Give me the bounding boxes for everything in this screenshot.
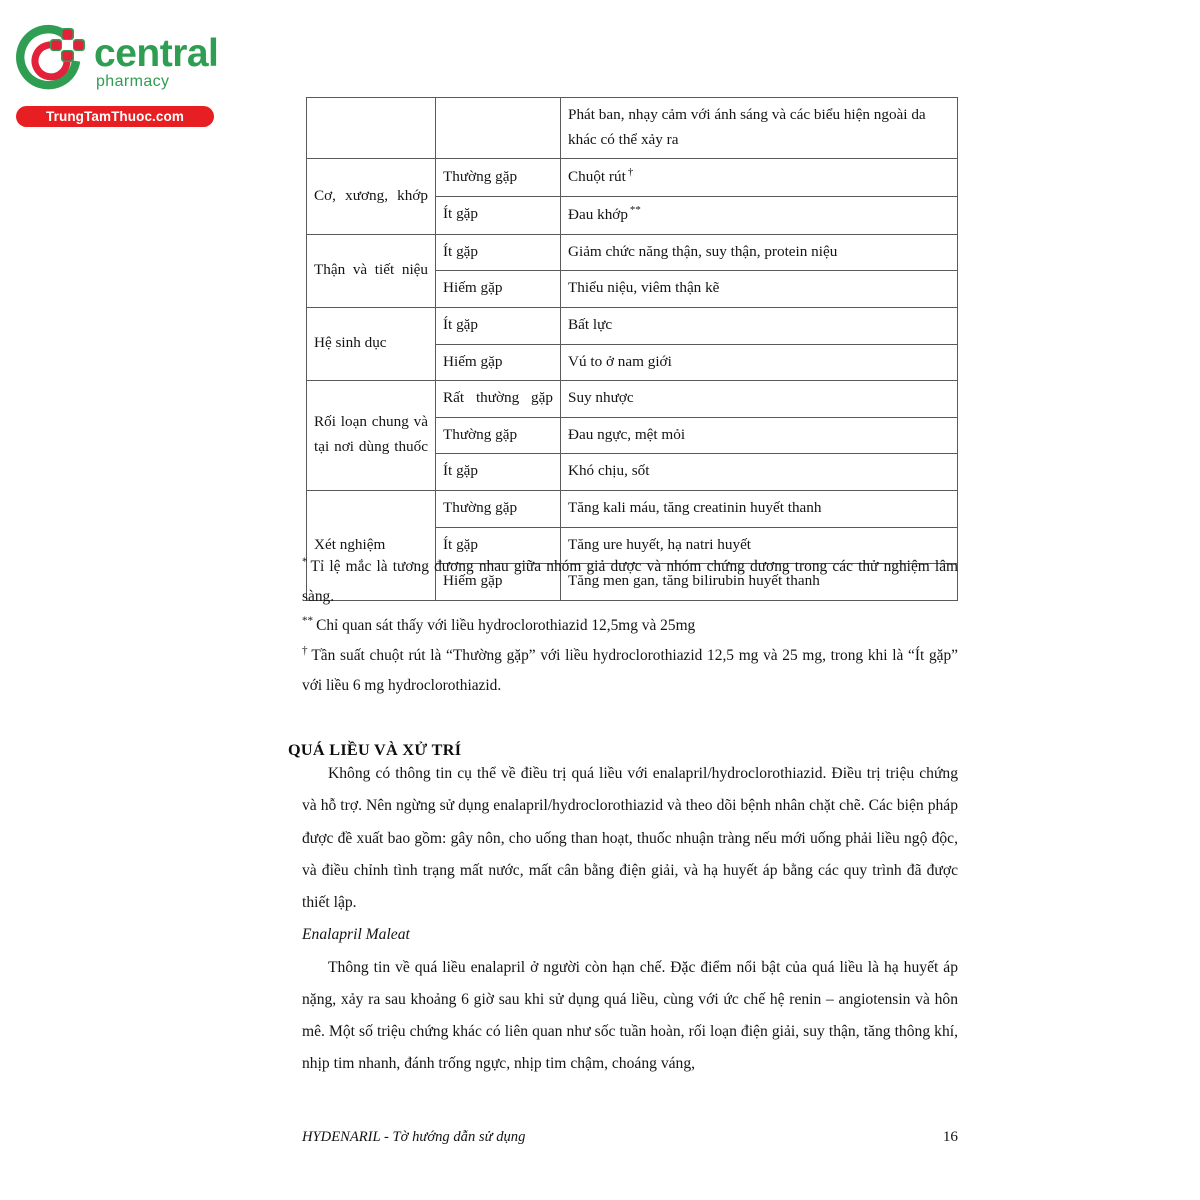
site-branding [14, 24, 244, 127]
footnote-text: Tần suất chuột rút là “Thường gặp” với liều hydroclorothiazid 12,5 mg và 25 mg, trong khi là “Ít gặp” với liều 6 mg hydroclorothiazid. [302, 647, 958, 694]
cell-system: Thận và tiết niệu [307, 234, 436, 307]
footnote-text: Tỉ lệ mắc là tương đương nhau giữa nhóm giả dược và nhóm chứng dương trong các thử nghiệm lâm sàng. [302, 558, 958, 605]
table-row [307, 381, 958, 418]
cell-description: Đau ngực, mệt mỏi [561, 417, 958, 454]
cell-description: Khó chịu, sốt [561, 454, 958, 491]
cell-frequency: Hiếm gặp [436, 564, 561, 601]
central-pharmacy-logo-icon [14, 24, 88, 98]
table-row [307, 159, 958, 197]
section-body [302, 758, 958, 1081]
paragraph-overdose-general: Không có thông tin cụ thể về điều trị quá liều với enalapril/hydroclorothiazid. Điều trị triệu chứng và hỗ trợ. Nên ngừng sử dụng enalapril/hydroclorothiazid và theo dõi bệnh nhân chặt chẽ. Các biện pháp được đề xuất bao gồm: gây nôn, cho uống than hoạt, thuốc nhuận tràng nếu mới uống phải liều ngộ độc, và điều chỉnh tình trạng mất nước, mất cân bằng điện giải, và hạ huyết áp bằng các quy trình đã được thiết lập. [302, 765, 958, 912]
cell-system: Rối loạn chung và tại nơi dùng thuốc [307, 381, 436, 491]
banner-label: TrungTamThuoc.com [46, 109, 184, 124]
footnote-marker: † [302, 644, 309, 657]
cell-description: Tăng ure huyết, hạ natri huyết [561, 527, 958, 564]
cell-description [561, 98, 958, 159]
cell-frequency: Thường gặp [436, 159, 561, 197]
cell-description: Thiểu niệu, viêm thận kẽ [561, 271, 958, 308]
subheading-enalapril-maleat: Enalapril Maleat [302, 926, 410, 944]
cell-frequency: Thường gặp [436, 491, 561, 528]
cell-frequency: Hiếm gặp [436, 344, 561, 381]
cell-frequency: Ít gặp [436, 454, 561, 491]
cell-frequency: Ít gặp [436, 234, 561, 271]
cell-description: Giảm chức năng thận, suy thận, protein niệu [561, 234, 958, 271]
paragraph-enalapril-overdose: Thông tin về quá liều enalapril ở người còn hạn chế. Đặc điểm nổi bật của quá liều là hạ huyết áp nặng, xảy ra sau khoảng 6 giờ sau khi sử dụng quá liều, cùng với ức chế hệ renin – angiotensin và hôn mê. Một số triệu chứng khác có liên quan như sốc tuần hoàn, rối loạn điện giải, suy thận, tăng thông khí, nhịp tim nhanh, đánh trống ngực, nhịp tim chậm, choáng váng, [302, 958, 958, 1073]
adverse-effects-table [306, 97, 958, 601]
table-row [307, 234, 958, 271]
table-body [307, 98, 958, 601]
footer-document-title: HYDENARIL - Tờ hướng dẫn sử dụng [302, 1129, 526, 1145]
page-footer [302, 1128, 958, 1146]
cell-frequency [436, 98, 561, 159]
cell-system: Cơ, xương, khớp [307, 159, 436, 234]
table-row [307, 98, 958, 159]
footnote-marker: ** [629, 203, 641, 216]
description-text: Chuột rút [568, 168, 626, 186]
table-row [307, 307, 958, 344]
cell-system: Xét nghiệm [307, 491, 436, 601]
cell-description [561, 196, 958, 234]
footnote-marker: † [627, 166, 634, 179]
cell-description: Tăng men gan, tăng bilirubin huyết thanh [561, 564, 958, 601]
logo-wordmark [94, 31, 218, 91]
cell-frequency: Thường gặp [436, 417, 561, 454]
cell-description: Vú to ở nam giới [561, 344, 958, 381]
cell-frequency: Ít gặp [436, 527, 561, 564]
table-footnotes [302, 552, 958, 700]
cell-system: Hệ sinh dục [307, 307, 436, 380]
cell-description: Suy nhược [561, 381, 958, 418]
cell-description: Bất lực [561, 307, 958, 344]
cell-frequency: Ít gặp [436, 196, 561, 234]
footnote-marker: * [302, 556, 308, 568]
description-text: Phát ban, nhạy cảm với ánh sáng và các biểu hiện ngoài da khác có thể xảy ra [568, 106, 926, 148]
section-heading: QUÁ LIỀU VÀ XỬ TRÍ [288, 741, 462, 760]
logo-row [14, 24, 244, 98]
cell-frequency: Ít gặp [436, 307, 561, 344]
trungtamthuoc-banner [16, 106, 214, 127]
footnote-text: Chỉ quan sát thấy với liều hydroclorothiazid 12,5mg và 25mg [316, 617, 696, 635]
brand-tagline: pharmacy [96, 73, 170, 91]
cell-description [561, 159, 958, 197]
footnote-item [302, 611, 958, 641]
cell-frequency: Rất thường gặp [436, 381, 561, 418]
page-content-column [288, 0, 966, 1200]
cell-description: Tăng kali máu, tăng creatinin huyết thanh [561, 491, 958, 528]
footnote-item [302, 552, 958, 611]
description-text: Đau khớp [568, 206, 628, 223]
table-row [307, 491, 958, 528]
footnote-marker: ** [302, 615, 314, 628]
brand-name: central [94, 32, 219, 76]
cell-system [307, 98, 436, 159]
cell-frequency: Hiếm gặp [436, 271, 561, 308]
footer-page-number: 16 [942, 1128, 958, 1145]
footnote-item [302, 641, 958, 700]
